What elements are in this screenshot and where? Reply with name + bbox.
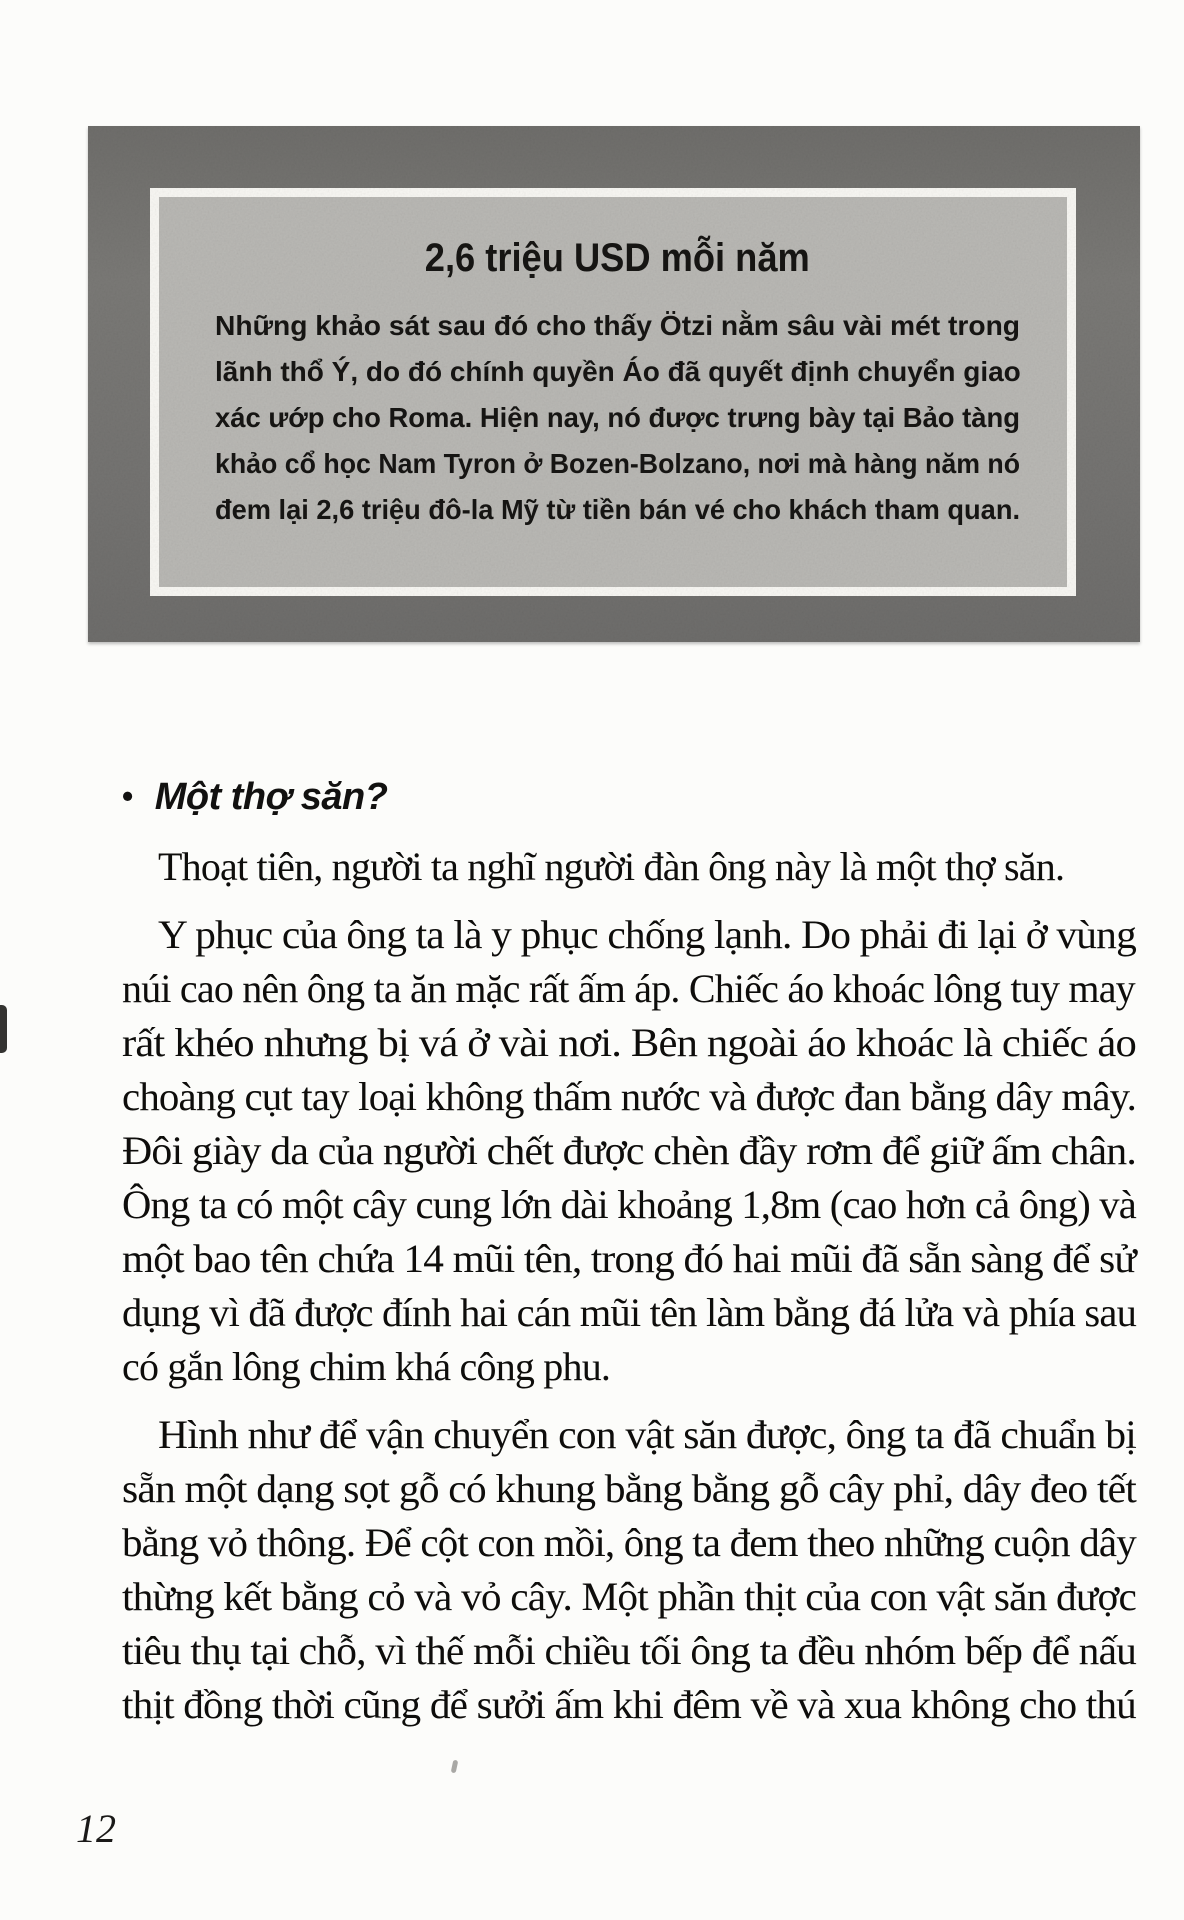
text-line <box>122 1232 1136 1286</box>
callout-line-text: xác ướp cho Roma. Hiện nay, nó được trưng bày tại Bảo tàng <box>215 402 1021 433</box>
paragraph <box>122 1408 1136 1732</box>
text-line <box>122 1408 1136 1462</box>
text-line <box>122 962 1136 1016</box>
text-line-content: sẵn một dạng sọt gỗ có khung bằng bằng gỗ cây phỉ, dây đeo tết <box>122 1466 1137 1511</box>
callout-frame <box>150 188 1076 596</box>
callout-line <box>215 395 1020 441</box>
text-line-content: Y phục của ông ta là y phục chống lạnh. Do phải đi lại ở vùng <box>158 912 1136 957</box>
text-line-content: dụng vì đã được đính hai cán mũi tên làm bằng đá lửa và phía sau <box>122 1290 1137 1335</box>
text-line-content: tiêu thụ tại chỗ, vì thế mỗi chiều tối ông ta đều nhóm bếp để nấu <box>122 1628 1137 1673</box>
scan-speck-artifact <box>451 1760 459 1774</box>
section-heading-text: Một thợ săn? <box>154 776 388 818</box>
callout-title <box>215 235 1020 281</box>
callout-line <box>215 349 1020 395</box>
text-line <box>122 1516 1136 1570</box>
text-line <box>122 840 1136 894</box>
scan-edge-artifact <box>0 1005 7 1053</box>
text-line <box>122 1570 1136 1624</box>
text-line-content: có gắn lông chim khá công phu. <box>122 1344 611 1389</box>
body-text <box>122 840 1136 1746</box>
text-line-content: Thoạt tiên, người ta nghĩ người đàn ông này là một thợ săn. <box>158 844 1065 889</box>
text-line-content: một bao tên chứa 14 mũi tên, trong đó hai mũi đã sẵn sàng để sử <box>122 1236 1136 1281</box>
callout-box <box>88 126 1140 642</box>
text-line <box>122 1624 1136 1678</box>
section-heading <box>122 773 387 820</box>
text-line <box>122 1178 1136 1232</box>
text-line <box>122 1016 1136 1070</box>
callout-line-text: lãnh thổ Ý, do đó chính quyền Áo đã quyết định chuyển giao <box>215 356 1021 387</box>
callout-line <box>215 303 1020 349</box>
text-line <box>122 1070 1136 1124</box>
text-line-content: thừng kết bằng cỏ và vỏ cây. Một phần thịt của con vật săn được <box>122 1574 1137 1619</box>
page-number: 12 <box>76 1806 116 1851</box>
text-line <box>122 1124 1136 1178</box>
callout-title-text: 2,6 triệu USD mỗi năm <box>425 236 810 280</box>
paragraph <box>122 908 1136 1394</box>
paragraph <box>122 840 1136 894</box>
callout-text <box>215 303 1020 533</box>
callout-line-text: Những khảo sát sau đó cho thấy Ötzi nằm sâu vài mét trong <box>215 310 1021 341</box>
callout-line <box>215 441 1020 487</box>
text-line <box>122 1340 1136 1394</box>
callout-line-text: đem lại 2,6 triệu đô-la Mỹ từ tiền bán vé cho khách tham quan. <box>215 494 1021 525</box>
callout-content <box>159 197 1067 587</box>
text-line-content: choàng cụt tay loại không thấm nước và được đan bằng dây mây. <box>122 1074 1137 1119</box>
text-line-content: rất khéo nhưng bị vá ở vài nơi. Bên ngoài áo khoác là chiếc áo <box>122 1020 1136 1065</box>
text-line-content: thịt đồng thời cũng để sưởi ấm khi đêm về và xua không cho thú <box>122 1682 1136 1727</box>
text-line-content: núi cao nên ông ta ăn mặc rất ấm áp. Chiếc áo khoác lông tuy may <box>122 966 1135 1011</box>
text-line-content: Ông ta có một cây cung lớn dài khoảng 1,8m (cao hơn cả ông) và <box>122 1182 1137 1227</box>
text-line-content: bằng vỏ thông. Để cột con mồi, ông ta đem theo những cuộn dây <box>122 1520 1136 1565</box>
callout-line <box>215 487 1020 533</box>
text-line <box>122 1462 1136 1516</box>
callout-line-text: khảo cổ học Nam Tyron ở Bozen-Bolzano, nơi mà hàng năm nó <box>215 448 1021 479</box>
text-line-content: Đôi giày da của người chết được chèn đầy rơm để giữ ấm chân. <box>122 1128 1137 1173</box>
text-line <box>122 1286 1136 1340</box>
text-line <box>122 1678 1136 1732</box>
text-line <box>122 908 1136 962</box>
bullet-icon: • <box>122 778 133 814</box>
text-line-content: Hình như để vận chuyển con vật săn được, ông ta đã chuẩn bị <box>158 1412 1136 1457</box>
